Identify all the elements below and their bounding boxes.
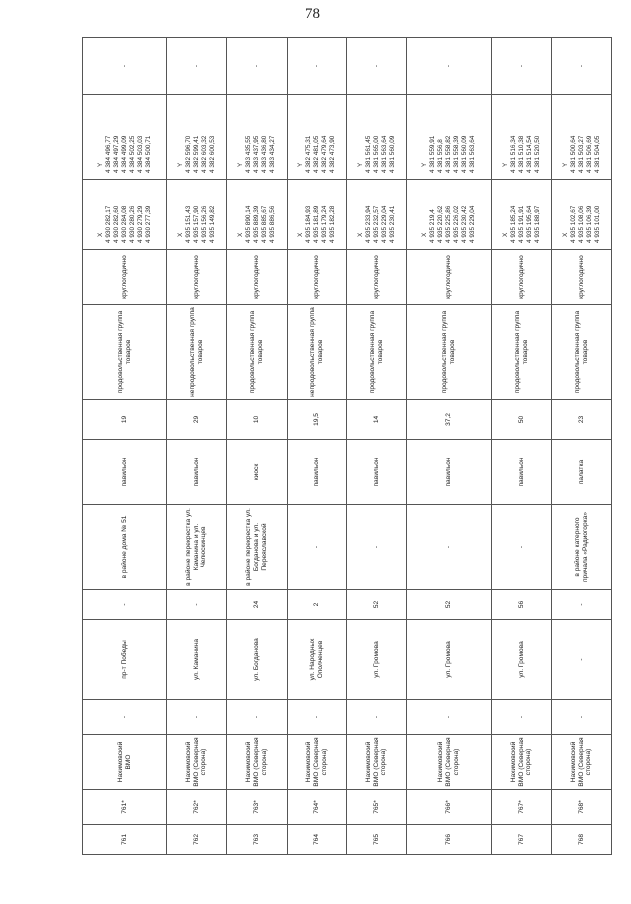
product-group-cell: продовольственная группа товаров xyxy=(83,305,167,400)
scheme-number-cell: 764* xyxy=(288,790,347,825)
table-row xyxy=(407,38,492,855)
coordinate-value: 4 935 195,64 xyxy=(525,205,533,243)
street-cell: ул. Богданова xyxy=(227,620,288,700)
house-number-cell: - xyxy=(167,590,227,620)
coordinate-value: 4 935 225,86 xyxy=(445,205,452,243)
table-row xyxy=(288,38,347,855)
coordinate-value: 4 930 280,26 xyxy=(128,205,136,243)
coordinate-value: 4 935 151,43 xyxy=(184,205,192,243)
house-number-cell: 52 xyxy=(347,590,407,620)
y-coordinates-cell xyxy=(167,95,227,180)
coordinate-value: 4 935 226,02 xyxy=(453,205,460,243)
coord-label: X xyxy=(176,232,184,237)
product-group-cell: непродовольственная группа товаров xyxy=(288,305,347,400)
coordinate-value: 4 935 157,90 xyxy=(192,205,200,243)
area-cell: 14 xyxy=(347,400,407,440)
coordinate-value: 4 935 182,28 xyxy=(329,205,336,243)
coordinate-value: 4 935 101,00 xyxy=(593,205,601,243)
coordinate-value: 4 930 282,60 xyxy=(112,205,120,243)
row-number-cell: 765 xyxy=(347,825,407,855)
blank-cell-cell: - xyxy=(347,700,407,735)
coordinate-value: 4 381 503,27 xyxy=(577,135,585,173)
coordinate-value: 4 935 184,93 xyxy=(305,205,312,243)
row-number-cell: 761 xyxy=(83,825,167,855)
house-number-cell: 2 xyxy=(288,590,347,620)
row-number-cell: 763 xyxy=(227,825,288,855)
product-group-cell: продовольственная группа товаров xyxy=(347,305,407,400)
blank-cell: - xyxy=(167,38,227,95)
coord-label: Y xyxy=(356,162,364,167)
blank-cell-cell: - xyxy=(492,700,552,735)
coordinate-value: 4 381 514,54 xyxy=(525,135,533,173)
coordinate-value: 4 935 191,91 xyxy=(517,205,525,243)
coordinate-value: 4 381 500,64 xyxy=(569,135,577,173)
operating-period-cell: круглогодично xyxy=(492,250,552,305)
landmark-cell: в районе катерного причала «Радиогорка» xyxy=(552,505,612,590)
blank-cell: - xyxy=(83,38,167,95)
coordinate-value: 4 935 230,42 xyxy=(461,205,468,243)
object-type-cell: павильон xyxy=(288,440,347,505)
table-row xyxy=(492,38,552,855)
scheme-number-cell: 763* xyxy=(227,790,288,825)
coord-label: Y xyxy=(176,162,184,167)
product-group-cell: непродовольственная группа товаров xyxy=(167,305,227,400)
house-number-cell: 24 xyxy=(227,590,288,620)
landmark-cell: в районе перекрестка ул. Богданова и ул. Переяславской xyxy=(227,505,288,590)
operating-period-cell: круглогодично xyxy=(552,250,612,305)
x-coordinates-cell xyxy=(492,180,552,250)
district-cell: Нахимовский ВМО (Северная сторона) xyxy=(407,735,492,790)
blank-cell: - xyxy=(492,38,552,95)
object-type-cell: павильон xyxy=(407,440,492,505)
coord-label: Y xyxy=(297,162,304,167)
coordinate-value: 4 381 556,8 xyxy=(437,139,444,173)
table-row xyxy=(167,38,227,855)
district-cell: Нахимовский ВМО (Северная сторона) xyxy=(288,735,347,790)
coordinate-value: 4 382 475,31 xyxy=(305,135,312,173)
street-cell: пр-т Победы xyxy=(83,620,167,700)
coordinate-value: 4 381 516,34 xyxy=(509,135,517,173)
blank-cell-cell: - xyxy=(407,700,492,735)
x-coordinates-cell xyxy=(347,180,407,250)
operating-period-cell: круглогодично xyxy=(407,250,492,305)
coordinate-value: 4 381 520,50 xyxy=(533,135,541,173)
coordinate-value: 4 382 603,32 xyxy=(200,135,208,173)
operating-period-cell: круглогодично xyxy=(167,250,227,305)
coordinate-value: 4 381 558,82 xyxy=(445,135,452,173)
coordinate-value: 4 381 563,64 xyxy=(380,135,388,173)
row-number-cell: 762 xyxy=(167,825,227,855)
coord-label: Y xyxy=(501,162,509,167)
district-cell: Нахимовский ВМО (Северная сторона) xyxy=(492,735,552,790)
coord-label: X xyxy=(356,232,364,237)
object-type-cell: павильон xyxy=(83,440,167,505)
blank-cell-cell: - xyxy=(167,700,227,735)
coordinate-value: 4 935 889,39 xyxy=(253,205,260,243)
district-cell: Нахимовский ВМО (Северная сторона) xyxy=(552,735,612,790)
coordinate-value: 4 384 500,71 xyxy=(144,135,152,173)
house-number-cell: - xyxy=(552,590,612,620)
coordinate-value: 4 935 108,06 xyxy=(577,205,585,243)
street-cell: - xyxy=(552,620,612,700)
table-row xyxy=(227,38,288,855)
street-cell: ул. Каманина xyxy=(167,620,227,700)
object-type-cell: павильон xyxy=(347,440,407,505)
coordinate-value: 4 935 232,57 xyxy=(372,205,380,243)
rotated-table-container xyxy=(82,38,611,855)
coordinate-value: 4 935 886,56 xyxy=(269,205,276,243)
area-cell: 50 xyxy=(492,400,552,440)
coordinate-value: 4 935 185,24 xyxy=(509,205,517,243)
area-cell: 19 xyxy=(83,400,167,440)
blank-cell: - xyxy=(552,38,612,95)
coordinate-value: 4 935 102,67 xyxy=(569,205,577,243)
page-number: 78 xyxy=(305,6,320,22)
object-type-cell: киоск xyxy=(227,440,288,505)
blank-cell-cell: - xyxy=(288,700,347,735)
x-coordinates-cell xyxy=(407,180,492,250)
coordinate-value: 4 935 188,97 xyxy=(533,205,541,243)
landmark-cell: - xyxy=(407,505,492,590)
area-cell: 19,5 xyxy=(288,400,347,440)
scheme-number-cell: 767* xyxy=(492,790,552,825)
coord-label: Y xyxy=(421,162,428,167)
table-row xyxy=(83,38,167,855)
coordinate-value: 4 383 434,27 xyxy=(269,135,276,173)
table-row xyxy=(347,38,407,855)
coordinate-value: 4 381 563,64 xyxy=(469,135,476,173)
operating-period-cell: круглогодично xyxy=(288,250,347,305)
coordinate-value: 4 383 436,80 xyxy=(261,135,268,173)
scheme-number-cell: 761* xyxy=(83,790,167,825)
house-number-cell: 52 xyxy=(407,590,492,620)
blank-cell: - xyxy=(347,38,407,95)
x-coordinates-cell xyxy=(83,180,167,250)
product-group-cell: продовольственная группа товаров xyxy=(492,305,552,400)
coord-label: Y xyxy=(237,162,244,167)
coord-label: Y xyxy=(96,162,104,167)
x-coordinates-cell xyxy=(552,180,612,250)
blank-cell-cell: - xyxy=(227,700,288,735)
coordinate-value: 4 935 179,24 xyxy=(321,205,328,243)
coordinate-value: 4 381 559,91 xyxy=(429,135,436,173)
scheme-number-cell: 768* xyxy=(552,790,612,825)
landmark-cell: - xyxy=(492,505,552,590)
house-number-cell: - xyxy=(83,590,167,620)
coordinate-value: 4 382 596,70 xyxy=(184,135,192,173)
object-type-cell: павильон xyxy=(492,440,552,505)
y-coordinates-cell xyxy=(492,95,552,180)
area-cell: 23 xyxy=(552,400,612,440)
landmark-cell: в районе перекрестка ул. Каманина и ул. Челюскинцев xyxy=(167,505,227,590)
x-coordinates-cell xyxy=(288,180,347,250)
product-group-cell: продовольственная группа товаров xyxy=(552,305,612,400)
coordinate-value: 4 381 560,09 xyxy=(388,135,396,173)
street-cell: ул. Громова xyxy=(347,620,407,700)
street-cell: ул. Народных Ополченцев xyxy=(288,620,347,700)
coordinate-value: 4 930 277,39 xyxy=(144,205,152,243)
row-number-cell: 767 xyxy=(492,825,552,855)
area-cell: 29 xyxy=(167,400,227,440)
coordinate-value: 4 383 435,55 xyxy=(245,135,252,173)
coord-label: X xyxy=(421,232,428,237)
y-coordinates-cell xyxy=(83,95,167,180)
y-coordinates-cell xyxy=(407,95,492,180)
y-coordinates-cell xyxy=(227,95,288,180)
district-cell: Нахимовский ВМО xyxy=(83,735,167,790)
district-cell: Нахимовский ВМО (Северная сторона) xyxy=(347,735,407,790)
coordinate-value: 4 383 437,95 xyxy=(253,135,260,173)
coordinate-value: 4 935 229,04 xyxy=(469,205,476,243)
coordinate-value: 4 381 561,45 xyxy=(364,135,372,173)
scheme-number-cell: 766* xyxy=(407,790,492,825)
coordinate-value: 4 382 599,41 xyxy=(192,135,200,173)
coord-label: X xyxy=(561,232,569,237)
coordinate-value: 4 935 156,26 xyxy=(200,205,208,243)
coord-label: X xyxy=(96,232,104,237)
y-coordinates-cell xyxy=(288,95,347,180)
trade-objects-table xyxy=(82,37,612,855)
coordinate-value: 4 930 282,17 xyxy=(104,205,112,243)
blank-cell: - xyxy=(407,38,492,95)
object-type-cell: палатка xyxy=(552,440,612,505)
coordinate-value: 4 384 496,77 xyxy=(104,135,112,173)
landmark-cell: - xyxy=(347,505,407,590)
coordinate-value: 4 381 506,69 xyxy=(585,135,593,173)
row-number-cell: 764 xyxy=(288,825,347,855)
coordinate-value: 4 935 885,67 xyxy=(261,205,268,243)
x-coordinates-cell xyxy=(227,180,288,250)
coordinate-value: 4 382 600,53 xyxy=(208,135,216,173)
landmark-cell: - xyxy=(288,505,347,590)
operating-period-cell: круглогодично xyxy=(347,250,407,305)
blank-cell: - xyxy=(288,38,347,95)
blank-cell-cell: - xyxy=(552,700,612,735)
coord-label: X xyxy=(237,232,244,237)
y-coordinates-cell xyxy=(552,95,612,180)
coordinate-value: 4 381 560,09 xyxy=(461,135,468,173)
coordinate-value: 4 384 503,03 xyxy=(136,135,144,173)
coordinate-value: 4 381 510,38 xyxy=(517,135,525,173)
x-coordinates-cell xyxy=(167,180,227,250)
street-cell: ул. Громова xyxy=(407,620,492,700)
coordinate-value: 4 382 479,64 xyxy=(321,135,328,173)
district-cell: Нахимовский ВМО (Северная сторона) xyxy=(167,735,227,790)
coordinate-value: 4 935 233,94 xyxy=(364,205,372,243)
coordinate-value: 4 930 279,29 xyxy=(136,205,144,243)
product-group-cell: продовольственная группа товаров xyxy=(227,305,288,400)
coordinate-value: 4 935 181,89 xyxy=(313,205,320,243)
object-type-cell: павильон xyxy=(167,440,227,505)
coordinate-value: 4 935 219,4 xyxy=(429,209,436,243)
house-number-cell: 56 xyxy=(492,590,552,620)
blank-cell: - xyxy=(227,38,288,95)
coordinate-value: 4 935 229,04 xyxy=(380,205,388,243)
scheme-number-cell: 765* xyxy=(347,790,407,825)
row-number-cell: 766 xyxy=(407,825,492,855)
street-cell: ул. Громова xyxy=(492,620,552,700)
coordinate-value: 4 935 230,41 xyxy=(388,205,396,243)
operating-period-cell: круглогодично xyxy=(83,250,167,305)
district-cell: Нахимовский ВМО (Северная сторона) xyxy=(227,735,288,790)
area-cell: 10 xyxy=(227,400,288,440)
landmark-cell: в районе дома № 51 xyxy=(83,505,167,590)
coordinate-value: 4 935 106,39 xyxy=(585,205,593,243)
area-cell: 37,2 xyxy=(407,400,492,440)
product-group-cell: продовольственная группа товаров xyxy=(407,305,492,400)
coordinate-value: 4 382 473,90 xyxy=(329,135,336,173)
coordinate-value: 4 384 499,09 xyxy=(120,135,128,173)
coord-label: Y xyxy=(561,162,569,167)
operating-period-cell: круглогодично xyxy=(227,250,288,305)
coordinate-value: 4 935 220,62 xyxy=(437,205,444,243)
coord-label: X xyxy=(297,232,304,237)
coordinate-value: 4 384 497,29 xyxy=(112,135,120,173)
coordinate-value: 4 381 504,05 xyxy=(593,135,601,173)
row-number-cell: 768 xyxy=(552,825,612,855)
y-coordinates-cell xyxy=(347,95,407,180)
blank-cell-cell: - xyxy=(83,700,167,735)
coordinate-value: 4 382 481,05 xyxy=(313,135,320,173)
coordinate-value: 4 935 890,14 xyxy=(245,205,252,243)
table-row xyxy=(552,38,612,855)
scheme-number-cell: 762* xyxy=(167,790,227,825)
coordinate-value: 4 381 558,39 xyxy=(453,135,460,173)
coordinate-value: 4 935 149,82 xyxy=(208,205,216,243)
coordinate-value: 4 930 284,08 xyxy=(120,205,128,243)
coordinate-value: 4 384 502,25 xyxy=(128,135,136,173)
coord-label: X xyxy=(501,232,509,237)
coordinate-value: 4 381 565,00 xyxy=(372,135,380,173)
